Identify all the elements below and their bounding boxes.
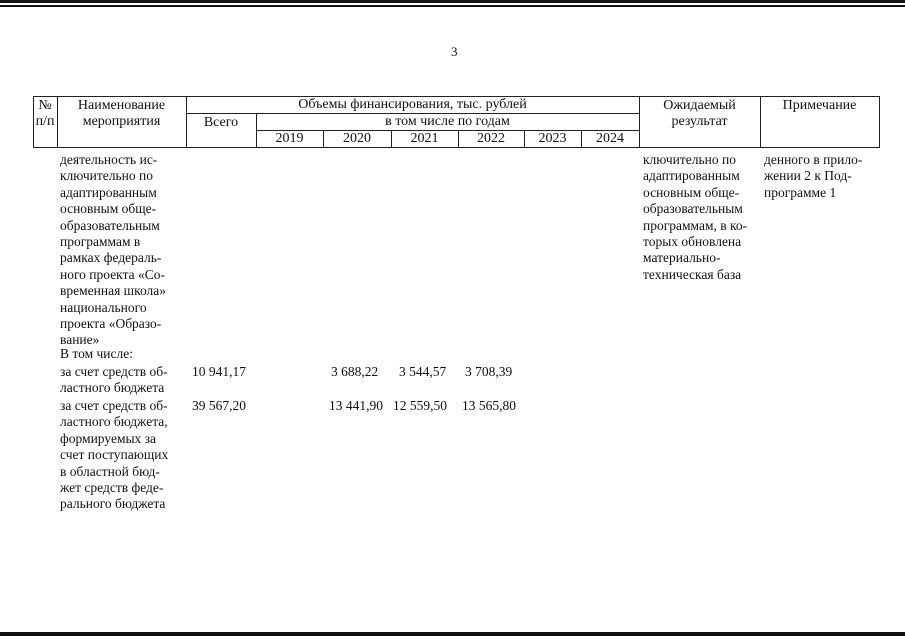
text-line: программе 1: [764, 184, 837, 200]
text-line: ластного бюджета: [60, 380, 165, 396]
text-line: программам, в ко-: [643, 217, 748, 233]
text-line: счет поступающих: [60, 447, 169, 463]
sub-row-1-name: [60, 364, 168, 397]
sub-row-1-total: 10 941,17: [192, 364, 246, 379]
financing-title: Объемы финансирования, тыс. рублей: [298, 97, 527, 112]
page-number: 3: [451, 44, 458, 59]
header-name: [57, 98, 186, 130]
header-year-2019: 2019: [275, 131, 304, 146]
top-border-inner: [0, 5, 905, 7]
header-year-2021: 2021: [410, 131, 439, 146]
header-bottom-line: [33, 147, 880, 148]
text-line: деятельность ис-: [60, 152, 158, 167]
text-line: ключительно по: [643, 152, 736, 167]
sub-row-1-2022: 3 708,39: [465, 364, 513, 379]
header-total: Всего: [203, 115, 239, 130]
text-line: образовательным: [60, 217, 160, 233]
header-expected-result: [639, 98, 760, 130]
header-by-years: в том числе по годам: [385, 114, 510, 129]
header-result-line: Ожидаемый: [663, 98, 736, 113]
text-line: жет средств феде-: [60, 480, 164, 496]
sub-row-2-2021: 12 559,50: [393, 398, 447, 413]
text-line: программам в: [60, 234, 141, 250]
row-main-name: [60, 152, 166, 349]
header-year-2020: 2020: [343, 131, 371, 146]
header-num-line: п/п: [35, 114, 55, 129]
header-name-line: Наименование: [77, 98, 166, 113]
text-line: в областной бюд-: [60, 463, 160, 479]
text-line: образовательным: [643, 201, 743, 217]
sub-row-1-2020: 3 688,22: [331, 364, 379, 379]
sub-row-1-2021: 3 544,57: [399, 364, 447, 379]
text-line: рального бюджета: [60, 496, 166, 512]
text-line: вание»: [60, 332, 100, 348]
header-year-2022: 2022: [477, 131, 505, 146]
text-line: денного в прило-: [764, 152, 863, 167]
text-line: адаптированным: [60, 184, 157, 200]
text-line: проекта «Образо-: [60, 316, 162, 332]
col-line: [879, 96, 880, 148]
header-note: Примечание: [782, 98, 857, 113]
text-line: рамках федераль-: [60, 250, 162, 266]
text-line: национального: [60, 299, 147, 315]
table-header: [33, 96, 880, 148]
text-line: торых обновлена: [643, 234, 742, 250]
text-line: адаптированным: [643, 168, 740, 184]
text-line: за счет средств об-: [60, 364, 168, 379]
header-year-2023: 2023: [538, 131, 567, 146]
text-line: формируемых за: [60, 430, 157, 446]
sub-row-2-2022: 13 565,80: [462, 398, 516, 413]
text-line: основным обще-: [60, 201, 157, 217]
row-main-result: [643, 152, 747, 283]
top-border: [0, 0, 905, 3]
header-num-line: №: [38, 98, 52, 113]
header-year-2024: 2024: [596, 131, 624, 146]
text-line: ного проекта «Со-: [60, 266, 165, 282]
sub-row-2-name: [60, 398, 168, 513]
text-line: основным обще-: [643, 184, 740, 200]
header-name-line: мероприятия: [82, 114, 161, 129]
text-line: ключительно по: [60, 168, 153, 184]
sub-row-2-total: 39 567,20: [192, 398, 246, 413]
text-line: техническая база: [643, 266, 742, 282]
header-num: [33, 98, 57, 130]
text-line: ластного бюджета,: [60, 414, 168, 430]
text-line: материально-: [643, 250, 721, 266]
header-result-line: результат: [671, 114, 728, 129]
row-main-note: [764, 152, 862, 201]
including-label: В том числе:: [60, 346, 133, 361]
text-line: жении 2 к Под-: [764, 168, 852, 184]
text-line: за счет средств об-: [60, 398, 168, 413]
text-line: временная школа»: [60, 283, 166, 299]
bottom-border: [0, 632, 905, 636]
sub-row-2-2020: 13 441,90: [329, 398, 383, 413]
